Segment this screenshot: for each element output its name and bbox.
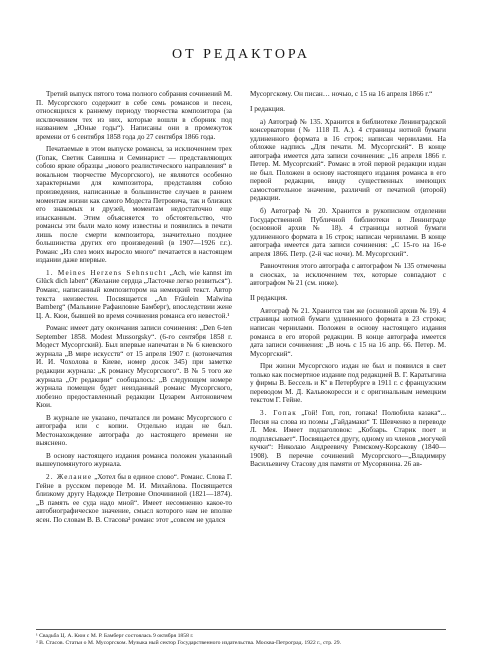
- left-column: [36, 90, 232, 528]
- item-heading: 1. Meines Herzens Sehnsucht: [46, 268, 167, 277]
- item-text: „Гой! Гоп, гоп, гопака! Полюбила казака“... Песня на слова из поэмы „Гайдамаки“ Т. Шевченко в переводе Л. Мея. Имеет подзаголовок: „Кобзарь. Старик поет и подплясывает“. Посвящается другу, одному из членов „могучей кучки“: Николаю Андреевичу Римскому-Корсакову (1840—1908). В перечне сочинений Мусоргского—„Владимиру Васильевичу Стасову для памяти от Мусорянина. 26 ав-: [250, 408, 446, 469]
- paragraph: Мусоргскому. Он писан… ночью, с 15 на 16 апреля 1866 г.“: [250, 90, 433, 98]
- paragraph: Печатаемые в этом выпуске романсы, за исключением трех (Гопак, Светик Савишна и Семинарист — представляющих собою яркие образцы „нового реалистического направления“ в вокальном творчестве Мусоргского), не являются особенно характерными для композитора, представляя собою произведения, написанные в большинстве случаев в раннем моментам жизни как самого Модеста Петровича, так и близких его знакомых и друзей, моментам недостаточно еще изысканным. Этим объясняется то обстоятельство, что романсы эти были мало кому известны и появились в печати лишь после смерти композитора, значительно позднее большинства других его произведений (в 1907—1926 г.г.). Романс „Из слез моих выросло много“ печатается в настоящем издании даже впервые.: [36, 145, 232, 265]
- paragraph: Третий выпуск пятого тома полного собрания сочинений М. П. Мусоргского содержит в себе семь романсов и песен, относящихся к раннему периоду творчества композитора (за исключением тех из них, которые вошли в сборник под названием „Юные годы“). Написаны они в промежуток времени от 6 сентября 1858 года до 27 сентября 1866 года.: [36, 90, 232, 141]
- paragraph: В основу настоящего издания романса положен указанный вышеупомянутого журнала.: [36, 451, 232, 469]
- footnote: ¹ Свадьба Ц. А. Кюи с М. Р. Бамберг состоялась 9 октября 1858 г.: [36, 633, 194, 639]
- item-text: „Ach, wie kannst im Glück dich laben“ (Желание сердца „Ласточке легко резвиться“). Романс, написанный композитором на немецкий текст. Автор текста неизвестен. Посвящается „An Fräulein Malwina Bamberg“ (Мальвине Рафаиловне Бамберг), впоследствии жене Ц. А. Кюи, бывшей во время сочинения романса его невестой.¹: [36, 268, 233, 320]
- paragraph: а) Автограф № 135. Хранится в библиотеке Ленинградской консерватории (№ 1118 П. А.). 4 страницы нотной бумаги удлиненного формата в 16 строк; написан чернилами. На обложке надпись „Для печати. М. Мусоргский“. В конце автографа имеется дата записи сочинения: „16 апреля 1866 г. Петер. М. Мусоргский“. Романс в этой первой редакции издан не был. Положен в основу настоящего издания романса в его первой редакции, ввиду существенных имеющих самостоятельное значение, различий от печатной (второй) редакции.: [250, 117, 446, 203]
- item-heading: 3. Гопак: [260, 408, 297, 417]
- footnote: ² В. Стасов. Статьи о М. Мусоргском. Музыка ный сектор Государственного издательства. Москва-Петроград. 1922 г., стр. 29.: [36, 640, 341, 646]
- paragraph: Автограф № 21. Хранится там же (основной архив № 19). 4 страницы нотной бумаги удлиненного формата в 23 строки; написан чернилами. Положен в основу настоящего издания романса в его второй редакции. В конце автографа имеется дата записи сочинения: „В ночь с 15 на 16 апр. 66. Петер. М. Мусоргский“.: [250, 306, 446, 358]
- paragraph: [36, 473, 232, 524]
- footnotes: [36, 629, 446, 647]
- paragraph: [250, 409, 446, 469]
- paragraph: б) Автограф № 20. Хранится в рукописном отделении Государственной Публичной библиотеки в Ленинграде (основной архив № 18). 4 страницы нотной бумаги удлиненного формата в 16 строк; написан чернилами. В конце автографа имеется дата записи сочинения: „С 15-го на 16-е апреля 1866. Петр. (2-й час ночи). М. Мусоргский“.: [250, 207, 446, 258]
- section-heading: I редакция.: [250, 103, 285, 113]
- paragraph: Равночтения этого автографа с автографом № 135 отмечены в сносках, за исключением тех, которые совпадают с автографом № 21 (см. ниже).: [250, 262, 446, 288]
- section-heading: II редакция.: [250, 292, 288, 302]
- body-columns: [36, 90, 446, 528]
- paragraph: Романс имеет дату окончания записи сочинения: „Den 6-ten September 1858. Modest Mussorgsky“. (6-го сентября 1858 г. Модест Мусоргский). Был впервые напечатан в № 6 киевского журнала „В мире искусств“ от 15 апреля 1907 г. (котонечатия И. И. Чохолова в Киеве, номер досок 345) при заметке редакции журнала: „К романсу Мусоргского“. В № 5 того же журнала „От редакции“ сообщалось: „В следующем номере журнала помещен будет неизданный романс Мусоргского, любезно предоставленный редакции Цезарем Антоновичем Кюи.: [36, 324, 232, 410]
- paragraph: [36, 269, 232, 320]
- item-heading: 2. Желание: [46, 472, 93, 481]
- paragraph: При жизни Мусоргского издан не был и появился в свет только как посмертное издание под редакцией В. Г. Каратыгина у фирмы В. Бессель и Кº в Петербурге в 1911 г. с французским переводом М. Д. Кальвокоресси и с оригинальным немецким текстом Г. Гейне.: [250, 362, 446, 405]
- item-text: „Хотел бы в единое слово“. Романс. Слова Г. Гейне в русском переводе М. И. Михайлова. Посвящается близкому другу Надежде Петровне Опочининой (1821—1874). „В память ее суда надо мной“. Имеет несомненно какое-то автобиографическое значение, смысл которого нам не вполне ясен. По словам В. В. Стасова² романс этот „совсем не удался: [36, 472, 232, 524]
- paragraph: В журнале не указано, печатался ли романс Мусоргского с автографа или с копии. Отдельно издан не был. Местонахождение автографа до настоящего времени не выяснено.: [36, 413, 232, 448]
- page-title: ОТ РЕДАКТОРА: [171, 47, 311, 62]
- right-column: [250, 90, 446, 528]
